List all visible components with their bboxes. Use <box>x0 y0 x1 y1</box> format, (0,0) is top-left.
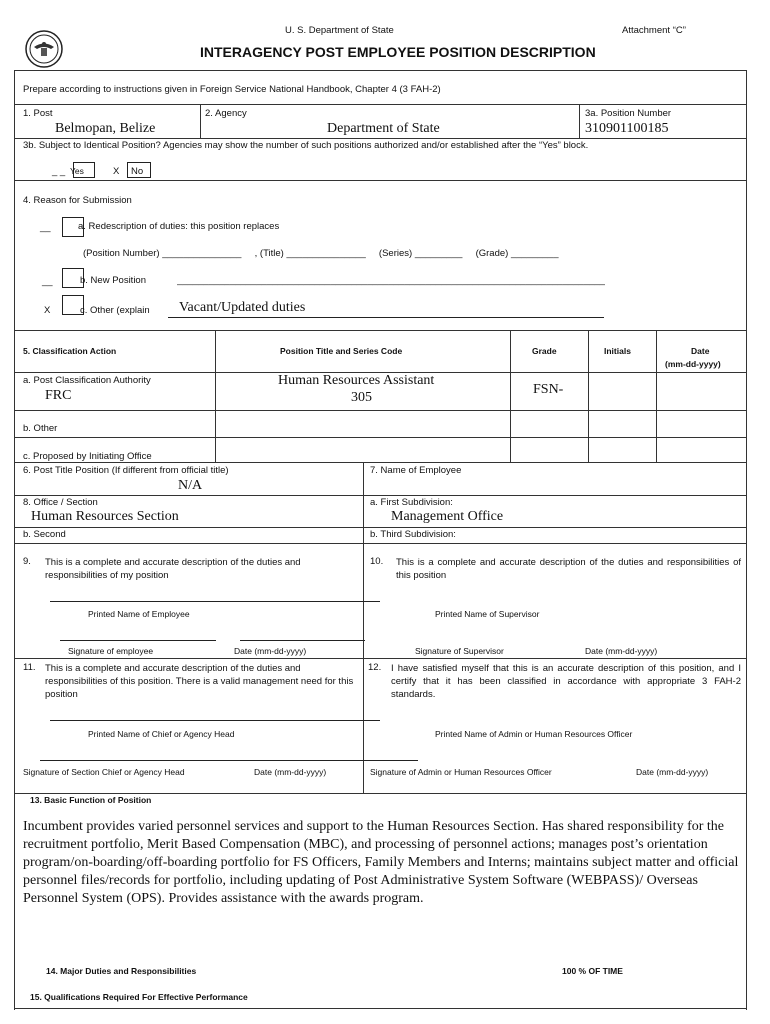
series-value[interactable]: 305 <box>351 390 372 405</box>
page-title: INTERAGENCY POST EMPLOYEE POSITION DESCRIPTION <box>200 44 596 60</box>
reason-b-mark: __ <box>42 276 53 287</box>
reason-c-mark: X <box>44 305 51 316</box>
post-value[interactable]: Belmopan, Belize <box>55 121 156 136</box>
cert-11-num: 11. <box>23 662 36 673</box>
printed-name-employee: Printed Name of Employee <box>88 609 190 619</box>
post-classification-authority-label: a. Post Classification Authority <box>23 375 151 386</box>
signature-employee: Signature of employee <box>68 646 154 656</box>
first-subdivision-value[interactable]: Management Office <box>391 509 504 524</box>
reason-b-text: b. New Position <box>80 275 147 286</box>
position-title-header: Position Title and Series Code <box>280 346 403 356</box>
cert-9-text: This is a complete and accurate description of the duties and responsibilities of my position <box>45 557 301 581</box>
cert-9-num: 9. <box>23 556 31 567</box>
identical-position-label: 3b. Subject to Identical Position? Agencies may show the number of such positions authorized and/or established after the “Yes” block. <box>23 140 589 151</box>
cert-10-num: 10. <box>370 556 384 567</box>
reason-label: 4. Reason for Submission <box>23 195 132 206</box>
cert-12-num: 12. <box>368 662 382 673</box>
classification-authority-value[interactable]: FRC <box>45 388 72 403</box>
third-subdivision-label: b. Third Subdivision: <box>370 529 456 540</box>
post-title-value[interactable]: N/A <box>178 478 203 493</box>
date-supervisor: Date (mm-dd-yyyy) <box>585 646 658 656</box>
dept-name: U. S. Department of State <box>285 25 394 36</box>
yes-label: Yes <box>70 166 84 176</box>
date-header: Date <box>691 346 710 356</box>
printed-name-supervisor: Printed Name of Supervisor <box>435 609 540 619</box>
replaces-line: (Position Number) _______________ , (Title) _______________ (Series) _________ (Grade) _________ <box>83 248 559 259</box>
employee-name-label: 7. Name of Employee <box>370 465 462 476</box>
post-label: 1. Post <box>23 108 53 119</box>
position-number-label: 3a. Position Number <box>585 108 672 119</box>
reason-c-text: c. Other (explain <box>80 305 150 316</box>
cert-12-text: I have satisfied myself that this is an accurate description of this position, and I certify that it has been classified in accordance with appropriate 3 FAH-2 standards. <box>391 663 741 700</box>
date-chief: Date (mm-dd-yyyy) <box>254 767 327 777</box>
grade-value[interactable]: FSN- <box>533 382 564 397</box>
office-section-label: 8. Office / Section <box>23 497 98 508</box>
grade-header: Grade <box>532 346 557 356</box>
office-section-value[interactable]: Human Resources Section <box>31 509 179 524</box>
percent-of-time: 100 % OF TIME <box>562 966 623 976</box>
prepare-instructions: Prepare according to instructions given in Foreign Service National Handbook, Chapter 4 (3 FAH-2) <box>23 84 441 95</box>
first-subdivision-label: a. First Subdivision: <box>370 497 453 508</box>
initials-header: Initials <box>604 346 631 356</box>
qualifications-label: 15. Qualifications Required For Effective Performance <box>30 992 248 1002</box>
signature-supervisor: Signature of Supervisor <box>415 646 504 656</box>
signature-admin: Signature of Admin or Human Resources Officer <box>370 767 552 777</box>
new-position-line: _________________________________________________________________________________ <box>177 275 605 286</box>
agency-value[interactable]: Department of State <box>327 121 440 136</box>
post-title-label: 6. Post Title Position (If different from official title) <box>23 465 229 476</box>
signature-chief: Signature of Section Chief or Agency Head <box>23 767 185 777</box>
attachment-label: Attachment “C” <box>622 25 686 36</box>
no-label: No <box>131 166 144 177</box>
seal-logo <box>25 30 63 68</box>
classification-action-header: 5. Classification Action <box>23 346 117 356</box>
printed-name-admin: Printed Name of Admin or Human Resources Officer <box>435 729 633 739</box>
no-mark: X <box>113 166 120 177</box>
position-title-value[interactable]: Human Resources Assistant <box>278 373 435 388</box>
printed-name-chief: Printed Name of Chief or Agency Head <box>88 729 235 739</box>
agency-label: 2. Agency <box>205 108 247 119</box>
cert-11-text: This is a complete and accurate description of the duties and responsibilities of this position. There is a valid management need for this position <box>45 663 354 700</box>
date-admin: Date (mm-dd-yyyy) <box>636 767 709 777</box>
cert-10-text: This is a complete and accurate description of the duties and responsibilities of this position <box>396 557 741 581</box>
second-label: b. Second <box>23 529 66 540</box>
yes-mark: _ _ <box>52 166 66 177</box>
reason-a-mark: __ <box>40 222 51 233</box>
proposed-label: c. Proposed by Initiating Office <box>23 451 152 462</box>
major-duties-label: 14. Major Duties and Responsibilities <box>46 966 197 976</box>
date-format-header: (mm-dd-yyyy) <box>665 359 721 369</box>
date-employee: Date (mm-dd-yyyy) <box>234 646 307 656</box>
basic-function-text[interactable]: Incumbent provides varied personnel services and support to the Human Resources Section. Has shared responsibility for the recruitment portfolio, Merit Based Compensation (MBC), and processing of personnel actions; manages post’s orientation program/on-boarding/off-boarding portfolio for FS Officers, Family Members and Interns; maintains subject matter and official personnel files/records for portfolio, including updating of Post Administrative System Software (WEBPASS)/ Overseas Personnel System (OPS). Provides assistance with the awards program. <box>23 819 739 906</box>
position-number-value[interactable]: 310901100185 <box>585 121 669 136</box>
other-explanation[interactable]: Vacant/Updated duties <box>179 300 306 315</box>
basic-function-label: 13. Basic Function of Position <box>30 795 152 805</box>
reason-a-text: a. Redescription of duties: this position replaces <box>78 221 280 232</box>
other-label: b. Other <box>23 423 58 434</box>
